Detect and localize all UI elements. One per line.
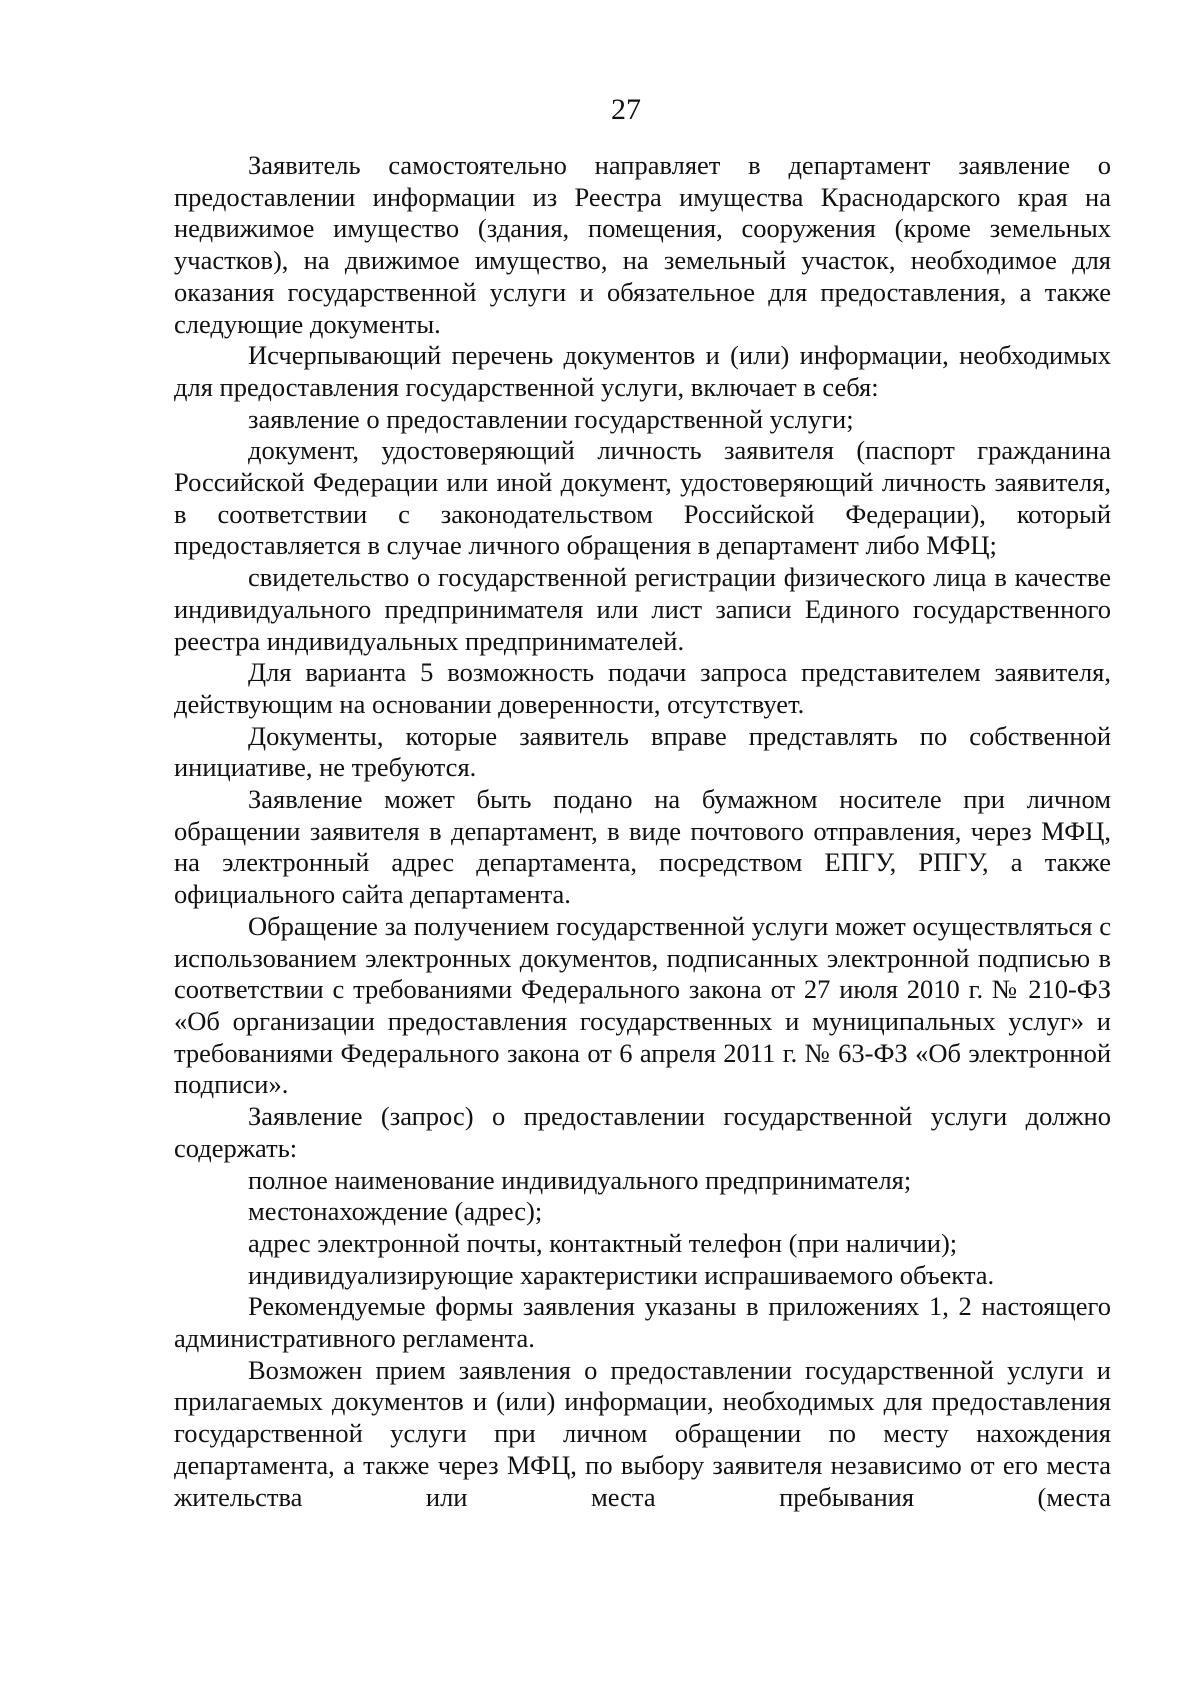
paragraph-documents-list-intro: Исчерпывающий перечень документов и (или) информации, необходимых для предоставления государственной услуги, включает в себя: bbox=[174, 340, 1111, 402]
paragraph-reception-options: Возможен прием заявления о предоставлении государственной услуги и прилагаемых документов и (или) информации, необходимых для предоставления государственной услуги при личном обращении по месту нахождения департамента, а также через МФЦ, по выбору заявителя независимо от его места жительства или места пребывания (места bbox=[174, 1354, 1111, 1512]
list-item-location: местонахождение (адрес); bbox=[248, 1196, 543, 1227]
list-item-identity-document: документ, удостоверяющий личность заявителя (паспорт гражданина Российской Федерации или иной документ, удостоверяющий личность заявителя, в соответствии с законодательством Российской Федерации), который предоставляется в случае личного обращения в департамент либо МФЦ; bbox=[174, 435, 1111, 561]
paragraph-submission-methods: Заявление может быть подано на бумажном носителе при личном обращении заявителя в департамент, в виде почтового отправления, через МФЦ, на электронный адрес департамента, посредством ЕПГУ, РПГУ, а также официального сайта департамента. bbox=[174, 784, 1111, 910]
list-item-full-name: полное наименование индивидуального предпринимателя; bbox=[248, 1164, 912, 1195]
page-number: 27 bbox=[611, 93, 641, 126]
list-item-object-characteristics: индивидуализирующие характеристики испрашиваемого объекта. bbox=[248, 1259, 995, 1290]
paragraph-variant-5: Для варианта 5 возможность подачи запроса представителем заявителя, действующим на основании доверенности, отсутствует. bbox=[174, 657, 1111, 719]
paragraph-recommended-forms: Рекомендуемые формы заявления указаны в приложениях 1, 2 настоящего административного регламента. bbox=[174, 1291, 1111, 1354]
document-body bbox=[174, 150, 1111, 1513]
list-item-registration-certificate: свидетельство о государственной регистрации физического лица в качестве индивидуального предпринимателя или лист записи Единого государственного реестра индивидуальных предпринимателей. bbox=[174, 562, 1111, 656]
list-item-contacts: адрес электронной почты, контактный телефон (при наличии); bbox=[248, 1227, 958, 1258]
list-item-application: заявление о предоставлении государственной услуги; bbox=[248, 403, 854, 434]
paragraph-applicant-submits: Заявитель самостоятельно направляет в департамент заявление о предоставлении информации из Реестра имущества Краснодарского края на недвижимое имущество (здания, помещения, сооружения (кроме земельных участков), на движимое имущество, на земельный участок, необходимое для оказания государственной услуги и обязательное для предоставления, а также следующие документы. bbox=[174, 150, 1111, 339]
paragraph-application-contents: Заявление (запрос) о предоставлении государственной услуги должно содержать: bbox=[174, 1101, 1111, 1163]
paragraph-electronic-documents: Обращение за получением государственной услуги может осуществляться с использованием электронных документов, подписанных электронной подписью в соответствии с требованиями Федерального закона от 27 июля 2010 г. № 210-ФЗ «Об организации предоставления государственных и муниципальных услуг» и требованиями Федерального закона от 6 апреля 2011 г. № 63-ФЗ «Об электронной подписи». bbox=[174, 910, 1111, 1100]
paragraph-own-initiative: Документы, которые заявитель вправе представлять по собственной инициативе, не требуются. bbox=[174, 720, 1111, 783]
